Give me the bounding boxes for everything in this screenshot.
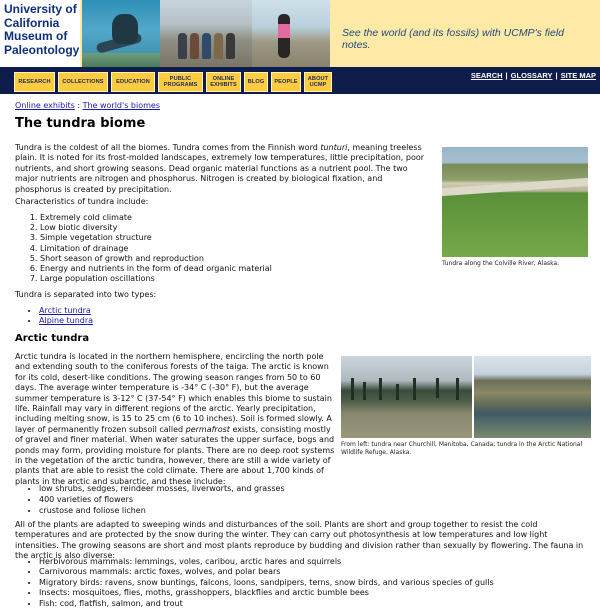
breadcrumb-separator: : bbox=[77, 101, 81, 110]
list-item: • Herbivorous mammals: lemmings, voles, caribou, arctic hares and squirrels bbox=[39, 557, 494, 567]
figure-caption: Tundra along the Colville River, Alaska. bbox=[442, 260, 560, 267]
list-item bbox=[39, 306, 93, 316]
breadcrumb-worlds-biomes[interactable]: The world's biomes bbox=[82, 101, 160, 110]
utility-links: SEARCH | GLOSSARY | SITE MAP bbox=[470, 71, 596, 80]
logo-text[interactable] bbox=[4, 3, 82, 57]
nav-online-exhibits-button[interactable]: ONLINE EXHIBITS bbox=[206, 72, 241, 92]
breadcrumb bbox=[15, 101, 160, 111]
logo-line: University of bbox=[4, 2, 77, 16]
search-link[interactable]: SEARCH bbox=[470, 71, 503, 80]
site-header bbox=[0, 0, 600, 67]
list-item: 4. Limitation of drainage bbox=[40, 244, 272, 254]
list-item bbox=[39, 316, 93, 326]
page-title: The tundra biome bbox=[15, 116, 146, 131]
fauna-list bbox=[15, 557, 494, 609]
nav-collections-button[interactable]: COLLECTIONS bbox=[58, 72, 108, 92]
main-navbar bbox=[0, 67, 600, 94]
plants-list bbox=[15, 484, 285, 516]
breadcrumb-online-exhibits[interactable]: Online exhibits bbox=[15, 101, 75, 110]
alpine-tundra-link[interactable]: Alpine tundra bbox=[39, 316, 94, 326]
arctic-tundra-heading: Arctic tundra bbox=[15, 333, 90, 344]
nav-blog-button[interactable]: BLOG bbox=[244, 72, 268, 92]
intro-paragraph: Tundra is the coldest of all the biomes. Tundra comes from the Finnish word tunturi, meaning treeless plain. It is noted for its frost-molded landscapes, extremely low temperatures, little precipitation, poor nutrients, and short growing seasons. Dead organic material functions as a nutrient pool. The two major nutrients are nitrogen and phosphorus. Nitrogen is created by biological fixation, and phosphorus is created by precipitation. bbox=[15, 143, 425, 194]
tundra-photo-anwr[interactable] bbox=[474, 356, 591, 438]
list-item: • low shrubs, sedges, reindeer mosses, liverworts, and grasses bbox=[39, 484, 285, 495]
tundra-types-list bbox=[15, 306, 93, 326]
list-item: • Fish: cod, flatfish, salmon, and trout bbox=[39, 599, 494, 609]
nav-research-button[interactable]: RESEARCH bbox=[14, 72, 55, 92]
list-item: 3. Simple vegetation structure bbox=[40, 233, 272, 243]
figure-colville-river bbox=[442, 147, 588, 268]
nav-about-ucmp-button[interactable]: ABOUT UCMP bbox=[304, 72, 332, 92]
header-photo-beach bbox=[252, 0, 330, 67]
list-item: • Insects: mosquitoes, flies, moths, grasshoppers, blackflies and arctic bumble bees bbox=[39, 588, 494, 598]
logo-line: California bbox=[4, 15, 60, 30]
list-item: • 400 varieties of flowers bbox=[39, 495, 285, 506]
glossary-link[interactable]: GLOSSARY bbox=[510, 71, 553, 80]
list-item: • Carnivorous mammals: arctic foxes, wolves, and polar bears bbox=[39, 567, 494, 577]
list-item: 7. Large population oscillations bbox=[40, 274, 272, 284]
logo-line: Paleontology bbox=[4, 42, 80, 57]
header-photo-diver bbox=[82, 0, 160, 67]
arctic-tundra-link[interactable]: Arctic tundra bbox=[39, 306, 91, 315]
arctic-tundra-paragraph: Arctic tundra is located in the northern hemisphere, encircling the north pole and extending south to the coniferous forests of the taiga. The arctic is known for its cold, desert-like conditions. The growing season ranges from 50 to 60 days. The average winter temperature is -34° C (-30° F), but the average summer temperature is 3-12° C (37-54° F) which enables this biome to sustain life. Rainfall may vary in different regions of the arctic. Yearly precipitation, including melting snow, is 15 to 25 cm (6 to 10 inches). Soil is formed slowly. A layer of permanently frozen subsoil called permafrost exists, consisting mostly of gravel and finer material. When water saturates the upper surface, bogs and ponds may form, providing moisture for plants. There are no deep root systems in the vegetation of the arctic tundra, however, there are still a wide variety of plants that are able to resist the cold climate. There are about 1,700 kinds of plants in the arctic and subarctic, and these include: bbox=[15, 352, 335, 486]
plants-paragraph: All of the plants are adapted to sweeping winds and disturbances of the soil. Plants are short and group together to resist the cold temperatures and are protected by the snow during the winter. They can carry out photosynthesis at low temperatures and low light intensities. The growing seasons are short and most plants reproduce by budding and division rather than sexually by flowering. The fauna in the arctic is also diverse: bbox=[15, 520, 584, 561]
nav-people-button[interactable]: PEOPLE bbox=[271, 72, 301, 92]
figure-arctic-tundra bbox=[341, 356, 591, 456]
ucmp-logo[interactable] bbox=[0, 0, 80, 67]
nav-public-programs-button[interactable]: PUBLIC PROGRAMS bbox=[158, 72, 203, 92]
header-tagline[interactable]: See the world (and its fossils) with UCMP's field notes. bbox=[342, 27, 564, 51]
characteristics-heading: Characteristics of tundra include: bbox=[15, 197, 149, 206]
list-item: 2. Low biotic diversity bbox=[40, 223, 272, 233]
list-item: • crustose and foliose lichen bbox=[39, 506, 285, 517]
logo-line: Museum of bbox=[4, 29, 68, 43]
list-item: • Migratory birds: ravens, snow buntings, falcons, loons, sandpipers, terns, snow birds, and various species of gulls bbox=[39, 578, 494, 588]
types-intro: Tundra is separated into two types: bbox=[15, 290, 157, 299]
list-item: 1. Extremely cold climate bbox=[40, 213, 272, 223]
list-item: 5. Short season of growth and reproduction bbox=[40, 254, 272, 264]
nav-education-button[interactable]: EDUCATION bbox=[111, 72, 155, 92]
site-map-link[interactable]: SITE MAP bbox=[560, 71, 596, 80]
list-item: 6. Energy and nutrients in the form of dead organic material bbox=[40, 264, 272, 274]
figure-photos bbox=[341, 356, 591, 438]
figure-caption: From left: tundra near Churchill, Manitoba, Canada; tundra in the Arctic National Wildlife Refuge, Alaska. bbox=[341, 441, 583, 456]
header-photo-group bbox=[160, 0, 252, 67]
tundra-photo[interactable] bbox=[442, 147, 588, 257]
characteristics-list bbox=[15, 213, 272, 284]
tundra-photo-churchill[interactable] bbox=[341, 356, 472, 438]
